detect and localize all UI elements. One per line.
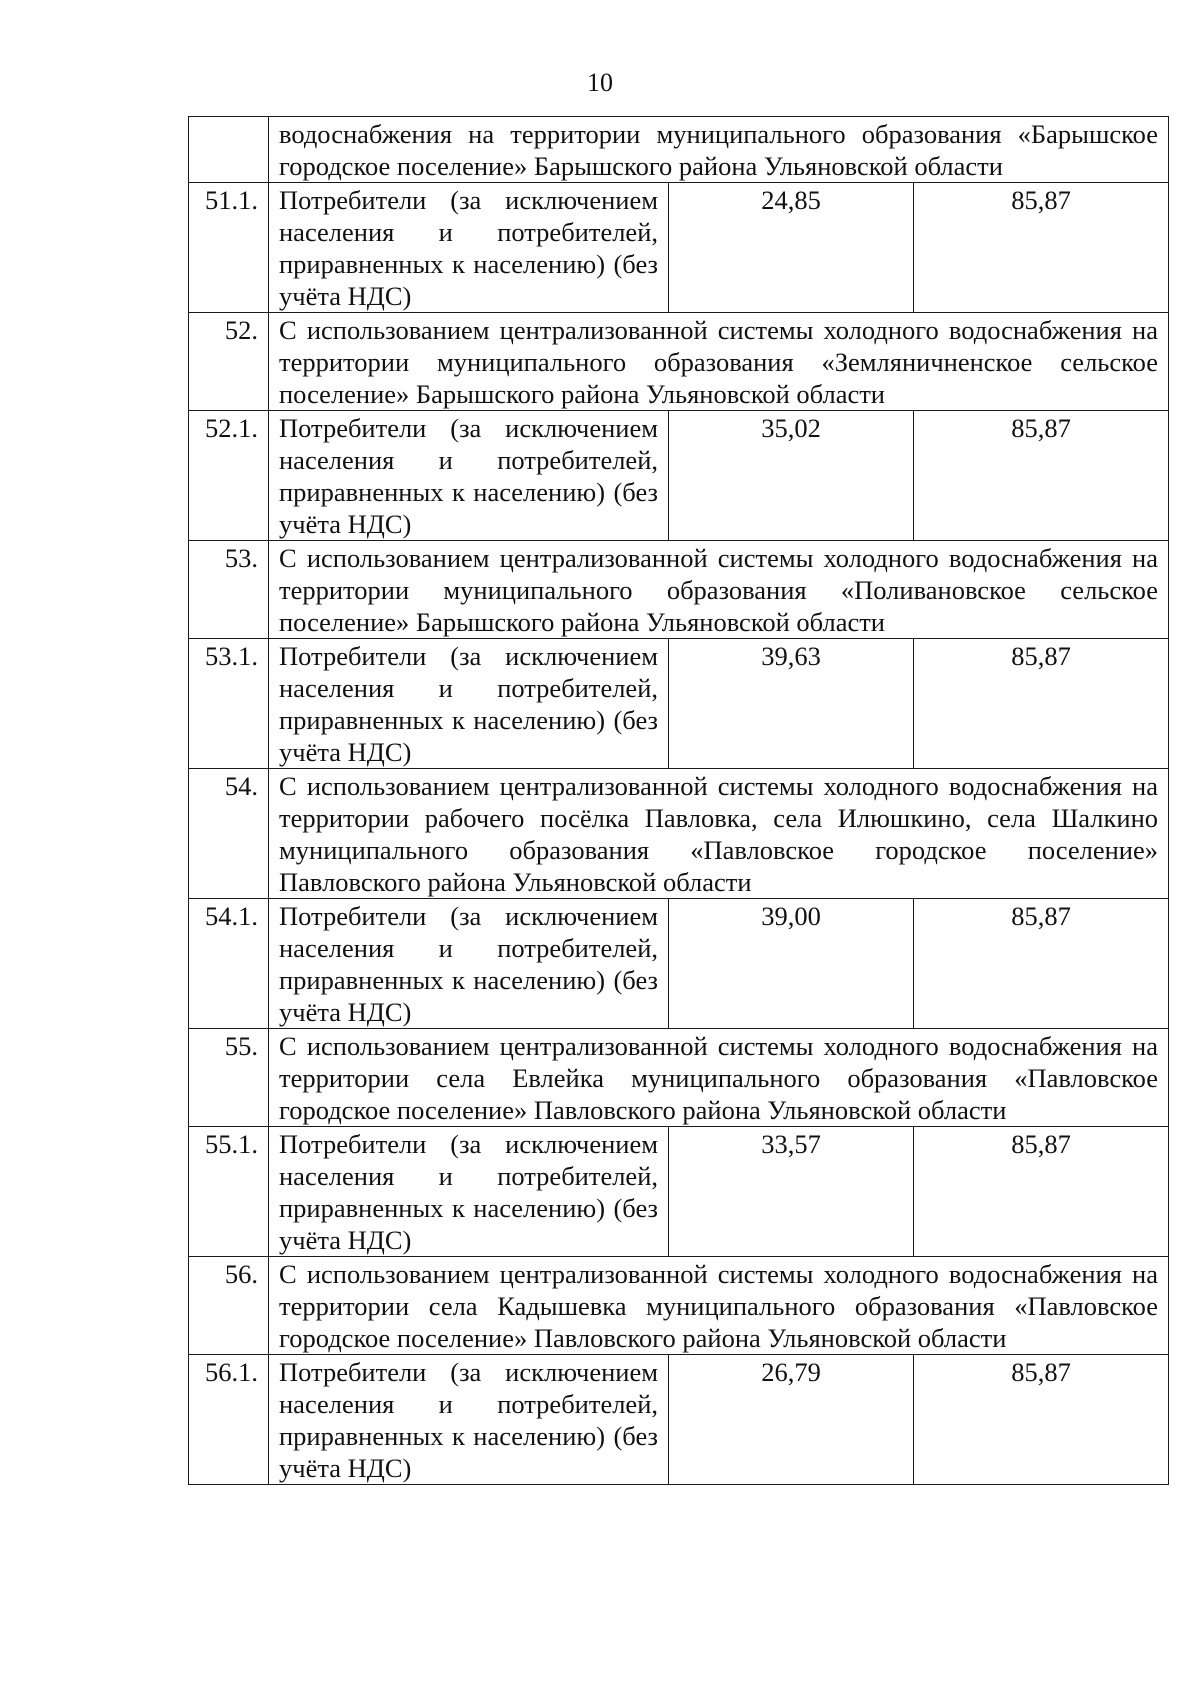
group-row bbox=[189, 769, 1169, 899]
tariff-value-1: 39,63 bbox=[669, 639, 914, 769]
group-row bbox=[189, 541, 1169, 639]
tariff-value-1: 35,02 bbox=[669, 411, 914, 541]
group-description: С использованием централизованной системы холодного водоснабжения на территории села Кадышевка муниципального образования «Павловское городское поселение» Павловского района Ульяновской области bbox=[269, 1257, 1169, 1355]
row-number: 56.1. bbox=[189, 1355, 269, 1485]
consumer-label: Потребители (за исключением населения и потребителей, приравненных к населению) (без учёта НДС) bbox=[269, 411, 669, 541]
row-number: 56. bbox=[189, 1257, 269, 1355]
row-number bbox=[189, 117, 269, 183]
group-row bbox=[189, 1257, 1169, 1355]
group-row bbox=[189, 117, 1169, 183]
tariff-value-2: 85,87 bbox=[914, 1127, 1169, 1257]
consumer-row bbox=[189, 411, 1169, 541]
tariff-value-1: 26,79 bbox=[669, 1355, 914, 1485]
tariff-value-2: 85,87 bbox=[914, 411, 1169, 541]
tariff-value-1: 39,00 bbox=[669, 899, 914, 1029]
tariff-value-1: 24,85 bbox=[669, 183, 914, 313]
row-number: 54. bbox=[189, 769, 269, 899]
row-number: 53.1. bbox=[189, 639, 269, 769]
consumer-row bbox=[189, 639, 1169, 769]
consumer-label: Потребители (за исключением населения и потребителей, приравненных к населению) (без учёта НДС) bbox=[269, 183, 669, 313]
tariff-value-2: 85,87 bbox=[914, 639, 1169, 769]
consumer-row bbox=[189, 899, 1169, 1029]
tariff-value-2: 85,87 bbox=[914, 1355, 1169, 1485]
consumer-row bbox=[189, 183, 1169, 313]
row-number: 51.1. bbox=[189, 183, 269, 313]
consumer-label: Потребители (за исключением населения и потребителей, приравненных к населению) (без учёта НДС) bbox=[269, 1127, 669, 1257]
row-number: 52.1. bbox=[189, 411, 269, 541]
consumer-row bbox=[189, 1127, 1169, 1257]
consumer-label: Потребители (за исключением населения и потребителей, приравненных к населению) (без учёта НДС) bbox=[269, 1355, 669, 1485]
consumer-label: Потребители (за исключением населения и потребителей, приравненных к населению) (без учёта НДС) bbox=[269, 639, 669, 769]
page-number: 10 bbox=[587, 68, 613, 97]
group-row bbox=[189, 1029, 1169, 1127]
consumer-label: Потребители (за исключением населения и потребителей, приравненных к населению) (без учёта НДС) bbox=[269, 899, 669, 1029]
consumer-row bbox=[189, 1355, 1169, 1485]
group-description: С использованием централизованной системы холодного водоснабжения на территории рабочего посёлка Павловка, села Илюшкино, села Шалкино муниципального образования «Павловское городское поселение» Павловского района Ульяновской области bbox=[269, 769, 1169, 899]
row-number: 52. bbox=[189, 313, 269, 411]
row-number: 53. bbox=[189, 541, 269, 639]
row-number: 55.1. bbox=[189, 1127, 269, 1257]
row-number: 54.1. bbox=[189, 899, 269, 1029]
group-description: водоснабжения на территории муниципального образования «Барышское городское поселение» Барышского района Ульяновской области bbox=[269, 117, 1169, 183]
group-description: С использованием централизованной системы холодного водоснабжения на территории муниципального образования «Земляничненское сельское поселение» Барышского района Ульяновской области bbox=[269, 313, 1169, 411]
tariff-value-2: 85,87 bbox=[914, 899, 1169, 1029]
row-number: 55. bbox=[189, 1029, 269, 1127]
tariff-table bbox=[188, 116, 1169, 1485]
tariff-value-1: 33,57 bbox=[669, 1127, 914, 1257]
group-description: С использованием централизованной системы холодного водоснабжения на территории муниципального образования «Поливановское сельское поселение» Барышского района Ульяновской области bbox=[269, 541, 1169, 639]
tariff-value-2: 85,87 bbox=[914, 183, 1169, 313]
group-description: С использованием централизованной системы холодного водоснабжения на территории села Евлейка муниципального образования «Павловское городское поселение» Павловского района Ульяновской области bbox=[269, 1029, 1169, 1127]
group-row bbox=[189, 313, 1169, 411]
